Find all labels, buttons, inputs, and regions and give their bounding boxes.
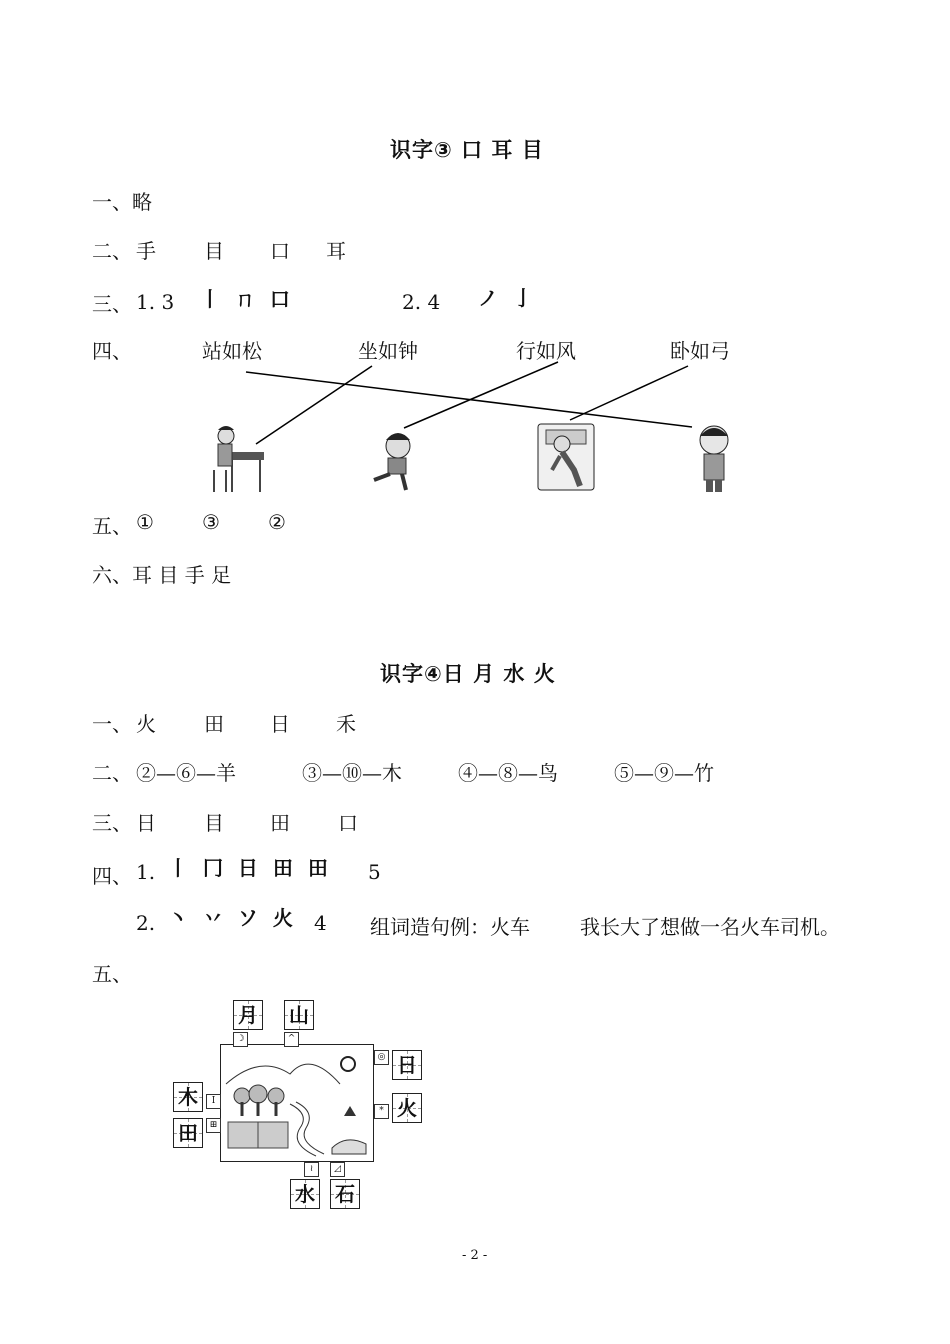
match-line-sit <box>256 366 372 444</box>
s4-q1-a1: 火 <box>136 712 156 736</box>
s4-q2-a3: ④—⑧—鸟 <box>458 761 558 785</box>
char-box-stone: 石 <box>330 1179 360 1209</box>
mountain-pictograph-icon: ^ <box>284 1032 299 1047</box>
char-box-mountain: 山 <box>284 1000 314 1030</box>
s3-q1: 一、略 <box>92 190 152 214</box>
running-child-icon <box>374 433 410 490</box>
s3-q5-a3: ② <box>268 510 286 534</box>
s4-q4-p1-strokes: 丨 冂 日 田 田 <box>168 856 332 880</box>
s4-q5-prefix: 五、 <box>92 962 132 986</box>
s4-q3-a2: 目 <box>204 811 224 835</box>
s3-q2-a4: 耳 <box>326 239 346 263</box>
sun-pictograph-icon: ◎ <box>374 1050 389 1065</box>
s4-q4-prefix: 四、 <box>92 864 132 888</box>
s4-q4-p2-strokes: 丶 丷 ソ 火 <box>168 906 297 930</box>
section4-title: 识字④日 月 水 火 <box>380 662 556 686</box>
char-box-water: 水 <box>290 1179 320 1209</box>
s4-q3-prefix: 三、 <box>92 811 132 835</box>
s4-q4-p1-label: 1. <box>136 860 156 884</box>
s4-q1-prefix: 一、 <box>92 712 132 736</box>
s4-q2-prefix: 二、 <box>92 761 132 785</box>
section3-title: 识字③ 口 耳 目 <box>390 138 544 162</box>
s3-q4-prefix: 四、 <box>92 339 132 363</box>
char-box-wood: 木 <box>173 1082 203 1112</box>
s4-q3-a3: 田 <box>270 811 290 835</box>
sitting-child-icon <box>214 426 264 492</box>
s4-q1-a4: 禾 <box>336 712 356 736</box>
s3-q4-phrase-2: 坐如钟 <box>358 339 418 363</box>
s3-q3-p2-strokes: ノ 亅 <box>478 286 537 310</box>
s4-q1-a3: 日 <box>270 712 290 736</box>
s3-q5-prefix: 五、 <box>92 514 132 538</box>
landscape-picture <box>220 1044 374 1162</box>
lying-child-icon <box>538 424 594 490</box>
s3-q5-a1: ① <box>136 510 154 534</box>
s4-q4-p2-count: 4 <box>314 911 327 935</box>
match-line-lie <box>570 366 688 420</box>
fire-pictograph-icon: * <box>374 1104 389 1119</box>
s3-q3-prefix: 三、 <box>92 292 132 316</box>
standing-child-icon <box>700 426 728 492</box>
field-pictograph-icon: ⊞ <box>206 1118 221 1133</box>
stone-pictograph-icon: ◿ <box>330 1162 345 1177</box>
char-box-fire: 火 <box>392 1093 422 1123</box>
s3-q3-p1-strokes: 丨 ㄇ 口 <box>200 287 294 311</box>
s3-q2-a1: 手 <box>136 239 156 263</box>
s3-q2-a3: 口 <box>270 239 290 263</box>
s4-q4-p2-label: 2. <box>136 911 156 935</box>
wood-pictograph-icon: Ι <box>206 1094 221 1109</box>
s3-q4-phrase-4: 卧如弓 <box>670 339 730 363</box>
s3-q2-a2: 目 <box>204 239 224 263</box>
char-box-moon: 月 <box>233 1000 263 1030</box>
s3-q3-p1-label: 1. 3 <box>136 290 175 314</box>
char-box-field: 田 <box>173 1118 203 1148</box>
s4-q3-a1: 日 <box>136 811 156 835</box>
s4-q1-a2: 田 <box>204 712 224 736</box>
s3-q4-phrase-3: 行如风 <box>516 339 576 363</box>
char-box-sun: 日 <box>392 1050 422 1080</box>
s3-q6: 六、耳 目 手 足 <box>92 563 232 587</box>
s3-q4-matching-drawing <box>0 0 950 520</box>
water-pictograph-icon: ≀ <box>304 1162 319 1177</box>
s4-q2-a4: ⑤—⑨—竹 <box>614 761 714 785</box>
s4-q4-p2-example: 组词造句例：火车 <box>370 915 530 939</box>
s4-q2-a1: ②—⑥—羊 <box>136 761 236 785</box>
s4-q3-a4: 口 <box>338 811 358 835</box>
s4-q2-a2: ③—⑩—木 <box>302 761 402 785</box>
page-number: - 2 - <box>462 1248 488 1263</box>
s4-q4-p1-count: 5 <box>368 860 381 884</box>
moon-pictograph-icon: ☽ <box>233 1032 248 1047</box>
s3-q3-p2-label: 2. 4 <box>402 290 441 314</box>
s3-q5-a2: ③ <box>202 510 220 534</box>
s3-q2-prefix: 二、 <box>92 239 132 263</box>
s4-q4-p2-sentence: 我长大了想做一名火车司机。 <box>580 915 840 939</box>
s3-q4-phrase-1: 站如松 <box>202 339 262 363</box>
